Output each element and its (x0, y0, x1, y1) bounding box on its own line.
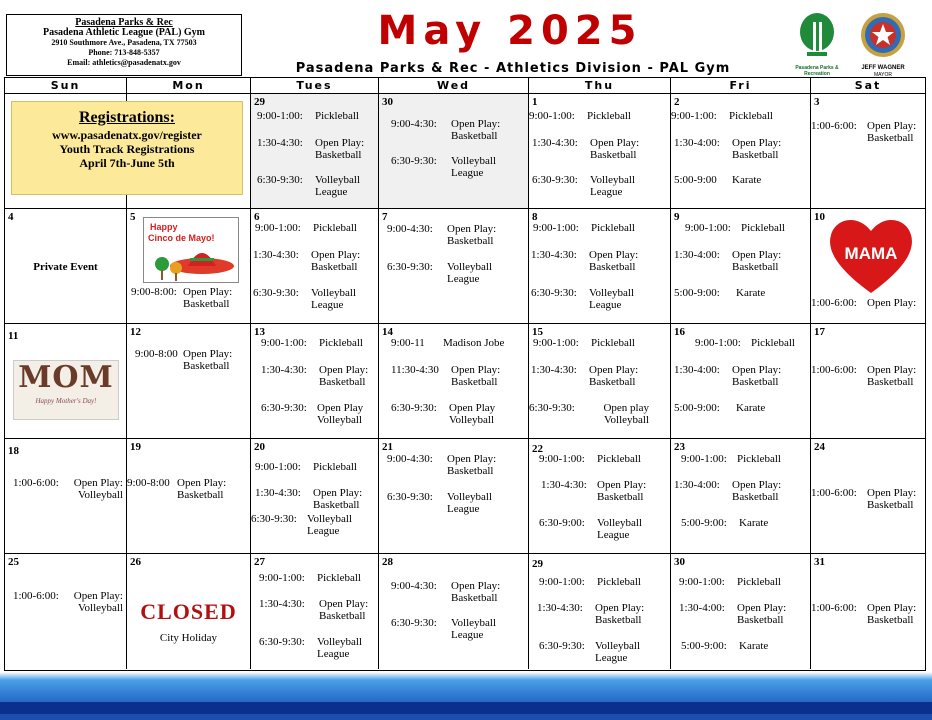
event-activity: Open Play: Basketball (183, 348, 233, 372)
event-time: 6:30-9:30: (387, 491, 433, 503)
day-cell[interactable] (811, 439, 925, 553)
event-activity: Pickleball (597, 453, 641, 465)
day-number: 12 (130, 326, 141, 338)
day-number: 6 (254, 211, 260, 223)
event-activity: Open Play: Basketball (589, 249, 639, 273)
event-activity: Open Play: Volleyball (73, 477, 123, 501)
event-time: 1:30-4:00: (679, 602, 725, 614)
event-activity: Open play Volleyball (603, 402, 649, 426)
event-time: 9:00-1:00: (257, 110, 303, 122)
event-time: 9:00-8:00 (135, 348, 178, 360)
day-number: 16 (674, 326, 685, 338)
page-title: May 2025 (377, 8, 643, 54)
day-number: 23 (674, 441, 685, 453)
event-activity: Open Play: Basketball (451, 118, 501, 142)
day-number: 3 (814, 96, 820, 108)
event-time: 9:00-1:00: (255, 222, 301, 234)
event-activity: Open Play: Basketball (315, 137, 365, 161)
event-time: 1:30-4:30: (537, 602, 583, 614)
cinco-text-title: Cinco de Mayo! (148, 233, 215, 243)
event-time: 6:30-9:30: (251, 513, 297, 525)
day-number: 30 (382, 96, 393, 108)
event-activity: Pickleball (737, 453, 781, 465)
day-number: 24 (814, 441, 825, 453)
day-cell[interactable] (811, 209, 925, 323)
day-number: 14 (382, 326, 393, 338)
day-number: 30 (674, 556, 685, 568)
registration-program: Youth Track Registrations (59, 142, 195, 156)
day-cell[interactable] (529, 94, 671, 208)
event-activity: Volleyball League (447, 491, 493, 515)
event-activity: Pickleball (741, 222, 785, 234)
day-cell[interactable] (379, 324, 529, 438)
day-number: 27 (254, 556, 265, 568)
event-time: 9:00-1:00: (533, 222, 579, 234)
day-number: 7 (382, 211, 388, 223)
logo-caption: Pasadena Parks & Recreation (795, 65, 839, 77)
address: 2910 Southmore Ave., Pasadena, TX 77503 (51, 38, 197, 47)
day-cell[interactable] (529, 324, 671, 438)
day-number: 21 (382, 441, 393, 453)
event-time: 5:00-9:00: (674, 287, 720, 299)
event-activity: Volleyball League (595, 640, 641, 664)
event-time: 6:30-9:30: (539, 640, 585, 652)
event-time: 6:30-9:30: (529, 402, 575, 414)
event-time: 1:00-6:00: (811, 364, 857, 376)
day-cell[interactable] (811, 94, 925, 208)
day-cell[interactable] (5, 324, 127, 438)
days-of-week-row (5, 78, 925, 94)
event-time: 1:00-6:00: (811, 297, 857, 309)
footer-stripe (0, 702, 932, 714)
event-time: 1:30-4:30: (531, 249, 577, 261)
event-activity: Open Play: Basketball (319, 598, 369, 622)
mom-word: MOM (18, 360, 114, 395)
day-cell[interactable] (127, 209, 251, 323)
event-activity: Karate (739, 517, 769, 529)
registration-url[interactable]: www.pasadenatx.gov/register (52, 128, 202, 142)
day-number: 22 (532, 443, 543, 455)
day-number: 17 (814, 326, 825, 338)
day-cell[interactable] (5, 209, 127, 323)
event-activity: Open Play: Basketball (319, 364, 369, 388)
event-time: 9:00-4:30: (391, 580, 437, 592)
event-activity: Pickleball (591, 337, 635, 349)
event-time: 9:00-1:00: (539, 576, 585, 588)
event-time: 9:00-8:00: (131, 286, 177, 298)
event-activity: Open Play: Basketball (867, 602, 917, 626)
registration-dates: April 7th-June 5th (79, 156, 175, 170)
day-cell[interactable] (671, 209, 811, 323)
day-cell[interactable] (671, 439, 811, 553)
mama-text: MAMA (844, 244, 898, 263)
day-cell[interactable] (529, 209, 671, 323)
mayor-seal-logo (852, 12, 914, 78)
event-time: 1:00-6:00: (13, 477, 59, 489)
dow-thu: Thu (529, 78, 671, 93)
event-activity: Karate (732, 174, 762, 186)
day-cell[interactable] (251, 94, 379, 208)
event-time: 6:30-9:30: (387, 261, 433, 273)
day-cell[interactable] (379, 439, 529, 553)
event-activity: Open Play: Basketball (867, 120, 917, 144)
day-cell[interactable] (251, 324, 379, 438)
day-cell[interactable] (811, 324, 925, 438)
event-time: 1:30-4:30: (261, 364, 307, 376)
dow-fri: Fri (671, 78, 811, 93)
event-time: 9:00-1:00: (695, 337, 741, 349)
event-time: 9:00-1:00: (533, 337, 579, 349)
event-activity: Volleyball League (307, 513, 353, 537)
event-activity: Pickleball (317, 572, 361, 584)
event-time: 9:00-4:30: (387, 453, 433, 465)
sombrero-maracas-icon (144, 218, 238, 282)
day-cell[interactable] (127, 554, 251, 669)
event-activity: Pickleball (751, 337, 795, 349)
event-activity: Open Play: Volleyball (73, 590, 123, 614)
event-activity: Pickleball (597, 576, 641, 588)
day-cell[interactable] (671, 554, 811, 669)
cinco-de-mayo-image (143, 217, 239, 283)
org-name: Pasadena Parks & Rec (75, 17, 173, 28)
dow-mon: Mon (127, 78, 251, 93)
event-activity: Pickleball (729, 110, 773, 122)
day-number: 9 (674, 211, 680, 223)
event-time: 1:30-4:00: (674, 479, 720, 491)
event-activity: Karate (736, 402, 766, 414)
event-time: 1:00-6:00: (811, 120, 857, 132)
day-cell[interactable] (671, 324, 811, 438)
event-time: 1:00-6:00: (13, 590, 59, 602)
league-name: Pasadena Athletic League (PAL) Gym (42, 27, 206, 38)
day-number: 4 (8, 211, 14, 223)
day-number: 26 (130, 556, 141, 568)
event-activity: Volleyball League (589, 287, 635, 311)
event-time: 5:00-9:00: (681, 640, 727, 652)
event-time: 9:00-1:00: (261, 337, 307, 349)
day-number: 29 (254, 96, 265, 108)
event-activity: Open Play: Basketball (867, 364, 917, 388)
event-activity: Open Play Volleyball (449, 402, 496, 426)
event-time: 9:00-1:00: (539, 453, 585, 465)
event-activity: Pickleball (315, 110, 359, 122)
day-number: 18 (8, 445, 19, 457)
day-number: 10 (814, 211, 825, 223)
week-3 (5, 324, 925, 439)
event-time: 1:30-4:30: (255, 487, 301, 499)
day-cell[interactable] (127, 324, 251, 438)
event-activity: Open Play: Basketball (311, 249, 361, 273)
private-event-label: Private Event (33, 261, 98, 273)
event-time: 6:30-9:30: (259, 636, 305, 648)
email: Email: athletics@pasadenatx.gov (67, 58, 181, 67)
event-time: 6:30-9:30: (391, 155, 437, 167)
event-activity: Pickleball (313, 461, 357, 473)
event-time: 6:30-9:30: (531, 287, 577, 299)
event-time: 6:30-9:30: (253, 287, 299, 299)
tree-logo-icon (795, 12, 839, 60)
day-cell[interactable] (5, 439, 127, 553)
event-time: 9:00-4:30: (387, 223, 433, 235)
footer-decorative-bar (0, 672, 932, 720)
dow-sun: Sun (5, 78, 127, 93)
page-subtitle: Pasadena Parks & Rec - Athletics Division - PAL Gym (295, 61, 731, 76)
event-time: 9:00-4:30: (391, 118, 437, 130)
event-time: 1:00-6:00: (811, 602, 857, 614)
event-time: 6:30-9:30: (257, 174, 303, 186)
event-time: 1:00-6:00: (811, 487, 857, 499)
event-activity: Pickleball (319, 337, 363, 349)
event-activity: Pickleball (313, 222, 357, 234)
event-activity: Open Play: Basketball (732, 137, 782, 161)
day-cell[interactable] (251, 209, 379, 323)
event-activity: Open Play: Basketball (183, 286, 233, 310)
day-number: 5 (130, 211, 136, 223)
event-time: 5:00-9:00: (681, 517, 727, 529)
pasadena-parks-logo (790, 12, 844, 78)
day-number: 31 (814, 556, 825, 568)
event-time: 6:30-9:30: (532, 174, 578, 186)
registration-notice (11, 101, 243, 195)
event-time: 9:00-1:00: (679, 576, 725, 588)
event-time: 6:30-9:30: (391, 402, 437, 414)
event-activity: Open Play: Basketball (590, 137, 640, 161)
event-activity: Open Play: Basketball (732, 364, 782, 388)
day-number: 13 (254, 326, 265, 338)
mothers-day-image (13, 360, 119, 420)
week-4 (5, 439, 925, 554)
event-time: 5:00-9:00 (674, 174, 717, 186)
event-time: 9:00-8:00 (127, 477, 170, 489)
event-time: 11:30-4:30 (391, 364, 439, 376)
event-activity: Open Play: Basketball (597, 479, 647, 503)
event-time: 1:30-4:30: (532, 137, 578, 149)
event-time: 9:00-1:00: (671, 110, 717, 122)
event-time: 6:30-9:30: (261, 402, 307, 414)
registration-title: Registrations: (79, 109, 175, 126)
day-cell[interactable] (671, 94, 811, 208)
event-activity: Open Play: Basketball (451, 580, 501, 604)
event-time: 9:00-1:00: (685, 222, 731, 234)
day-cell[interactable] (251, 439, 379, 553)
day-number: 1 (532, 96, 538, 108)
phone: Phone: 713-848-5357 (88, 48, 160, 57)
dow-sat: Sat (854, 79, 882, 92)
day-cell[interactable] (379, 554, 529, 669)
city-seal-icon (860, 12, 906, 58)
day-cell[interactable] (529, 439, 671, 553)
day-number: 25 (8, 556, 19, 568)
mayor-title: MAYOR (874, 72, 892, 78)
day-number: 15 (532, 326, 543, 338)
event-activity: Pickleball (591, 222, 635, 234)
event-time: 6:30-9:30: (391, 617, 437, 629)
day-cell[interactable] (127, 439, 251, 553)
event-activity: Volleyball League (315, 174, 361, 198)
event-activity: Volleyball League (311, 287, 357, 311)
event-time: 1:30-4:00: (674, 364, 720, 376)
week-2 (5, 209, 925, 324)
event-time: 6:30-9:00: (539, 517, 585, 529)
event-activity: Open Play: Basketball (732, 249, 782, 273)
day-cell[interactable] (251, 554, 379, 669)
mayor-name: JEFF WAGNER (861, 65, 905, 71)
event-activity: Open Play: Basketball (451, 364, 501, 388)
day-number: 2 (674, 96, 680, 108)
event-activity: Karate (739, 640, 769, 652)
event-time: 1:30-4:30: (257, 137, 303, 149)
day-cell[interactable] (379, 209, 529, 323)
event-activity: Madison Jobe (443, 337, 505, 349)
event-activity: Open Play: Basketball (313, 487, 363, 511)
event-time: 1:30-4:30: (253, 249, 299, 261)
dow-tue: Tues (251, 78, 379, 93)
event-time: 1:30-4:30: (531, 364, 577, 376)
event-activity: Pickleball (737, 576, 781, 588)
day-number: 29 (532, 558, 543, 570)
event-time: 9:00-1:00: (681, 453, 727, 465)
event-activity: Open Play: Basketball (447, 223, 497, 247)
closed-label: CLOSED (140, 599, 237, 624)
event-activity: Volleyball League (451, 617, 497, 641)
week-5 (5, 554, 925, 669)
event-activity: Volleyball League (451, 155, 497, 179)
heart-icon (825, 213, 917, 297)
event-activity: Open Play: Basketball (595, 602, 645, 626)
day-number: 20 (254, 441, 265, 453)
event-time: 1:30-4:30: (259, 598, 305, 610)
event-time: 9:00-11 (391, 337, 425, 349)
event-activity: Karate (736, 287, 766, 299)
event-time: 1:30-4:30: (541, 479, 587, 491)
event-activity: Pickleball (587, 110, 631, 122)
event-activity: Volleyball League (597, 517, 643, 541)
event-time: 9:00-1:00: (255, 461, 301, 473)
event-time: 9:00-1:00: (259, 572, 305, 584)
day-cell[interactable] (529, 554, 671, 669)
day-cell[interactable] (379, 94, 529, 208)
mothers-day-text: Happy Mother's Day! (35, 397, 97, 405)
event-activity: Open Play: Basketball (589, 364, 639, 388)
contact-info-box (6, 14, 242, 76)
event-activity: Open Play: Basketball (732, 479, 782, 503)
event-activity: Volleyball League (317, 636, 363, 660)
day-cell[interactable] (5, 554, 127, 669)
city-holiday-label: City Holiday (159, 632, 218, 644)
day-number: 19 (130, 441, 141, 453)
event-activity: Open Play: Basketball (867, 487, 917, 511)
event-activity: Open Play: (867, 297, 917, 309)
event-activity: Open Play: Basketball (737, 602, 787, 626)
event-time: 1:30-4:00: (674, 137, 720, 149)
day-number: 28 (382, 556, 393, 568)
day-number: 11 (8, 330, 19, 342)
event-activity: Open Play: Basketball (177, 477, 227, 501)
day-number: 8 (532, 211, 538, 223)
event-time: 9:00-1:00: (529, 110, 575, 122)
day-cell[interactable] (811, 554, 925, 669)
dow-wed: Wed (379, 78, 529, 93)
event-time: 5:00-9:00: (674, 402, 720, 414)
event-activity: Open Play: Basketball (447, 453, 497, 477)
event-activity: Open Play Volleyball (317, 402, 364, 426)
cinco-text-happy: Happy (150, 222, 178, 232)
event-activity: Volleyball League (447, 261, 493, 285)
event-activity: Volleyball League (590, 174, 636, 198)
event-time: 1:30-4:00: (674, 249, 720, 261)
